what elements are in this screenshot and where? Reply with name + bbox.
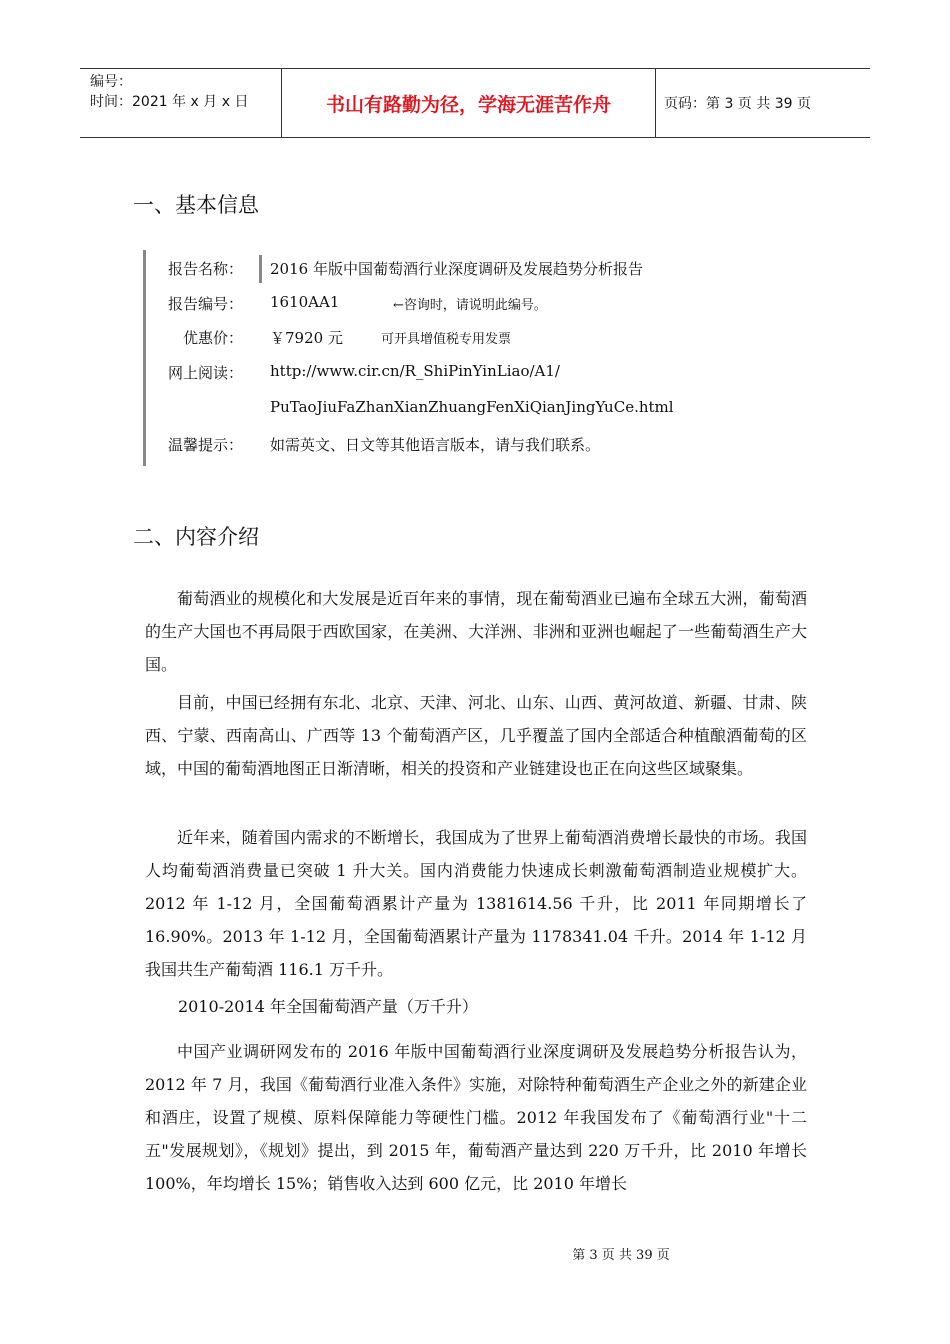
page-header [80, 68, 870, 138]
report-number-note: ←咨询时，请说明此编号。 [393, 298, 547, 313]
price-value: ￥7920 元 [270, 329, 343, 347]
header-page-code: 页码：第 3 页 共 39 页 [664, 96, 811, 112]
online-label: 网上阅读： [167, 364, 243, 382]
chart-caption: 2010-2014 年全国葡萄酒产量（万千升） [178, 997, 478, 1016]
price-label: 优惠价： [182, 329, 243, 347]
report-number-value: 1610AA1 [270, 293, 340, 311]
paragraph-1: 葡萄酒业的规模化和大发展是近百年来的事情，现在葡萄酒业已遍布全球五大洲，葡萄酒的生产大国也不再局限于西欧国家，在美洲、大洋洲、非洲和亚洲也崛起了一些葡萄酒生产大国。 [145, 589, 807, 674]
tip-text: 如需英文、日文等其他语言版本，请与我们联系。 [270, 436, 601, 454]
section-title-basic-info: 一、基本信息 [133, 193, 259, 217]
header-meta [80, 69, 282, 137]
report-name-value: 2016 年版中国葡萄酒行业深度调研及发展趋势分析报告 [270, 260, 643, 278]
section-title-content-intro: 二、内容介绍 [133, 525, 259, 549]
report-name-divider [259, 255, 262, 283]
page-footer [0, 1244, 950, 1263]
document-number-label: 编号： [90, 74, 132, 90]
paragraph-4: 中国产业调研网发布的 2016 年版中国葡萄酒行业深度调研及发展趋势分析报告认为，2012 年 7 月，我国《葡萄酒行业准入条件》实施，对除特种葡萄酒生产企业之外的新建企业和酒庄，设置了规模、原料保障能力等硬性门槛。2012 年我国发布了《葡萄酒行业"十二五"发展规划》，《规划》提出，到 2015 年，葡萄酒产量达到 220 万千升，比 2010 年增长 100%，年均增长 15%；销售收入达到 600 亿元，比 2010 年增长 [145, 1042, 807, 1193]
document-time-label: 时间：2021 年 x 月 x 日 [90, 94, 249, 110]
price-note: 可开具增值税专用发票 [381, 332, 512, 347]
report-name-label: 报告名称： [167, 260, 243, 278]
header-motto: 书山有路勤为径，学海无涯苦作舟 [282, 69, 656, 137]
online-url-line1[interactable]: http://www.cir.cn/R_ShiPinYinLiao/A1/ [270, 362, 560, 380]
online-url-line2[interactable]: PuTaoJiuFaZhanXianZhuangFenXiQianJingYuCe.html [270, 398, 674, 416]
paragraph-2: 目前，中国已经拥有东北、北京、天津、河北、山东、山西、黄河故道、新疆、甘肃、陕西、宁蒙、西南高山、广西等 13 个葡萄酒产区，几乎覆盖了国内全部适合种植酿酒葡萄的区域，中国的葡萄酒地图正日渐清晰，相关的投资和产业链建设也正在向这些区域聚集。 [145, 693, 807, 778]
basic-info-block [143, 250, 746, 466]
footer-page-number: 第 3 页 共 39 页 [572, 1248, 670, 1263]
paragraph-3: 近年来，随着国内需求的不断增长，我国成为了世界上葡萄酒消费增长最快的市场。我国人均葡萄酒消费量已突破 1 升大关。国内消费能力快速成长刺激葡萄酒制造业规模扩大。2012 年 1-12 月，全国葡萄酒累计产量为 1381614.56 千升，比 2011 年同期增长了 16.90%。2013 年 1-12 月，全国葡萄酒累计产量为 1178341.04 千升。2014 年 1-12 月我国共生产葡萄酒 116.1 万千升。 [145, 828, 807, 979]
tip-label: 温馨提示： [167, 436, 243, 454]
report-number-label: 报告编号： [167, 295, 243, 313]
